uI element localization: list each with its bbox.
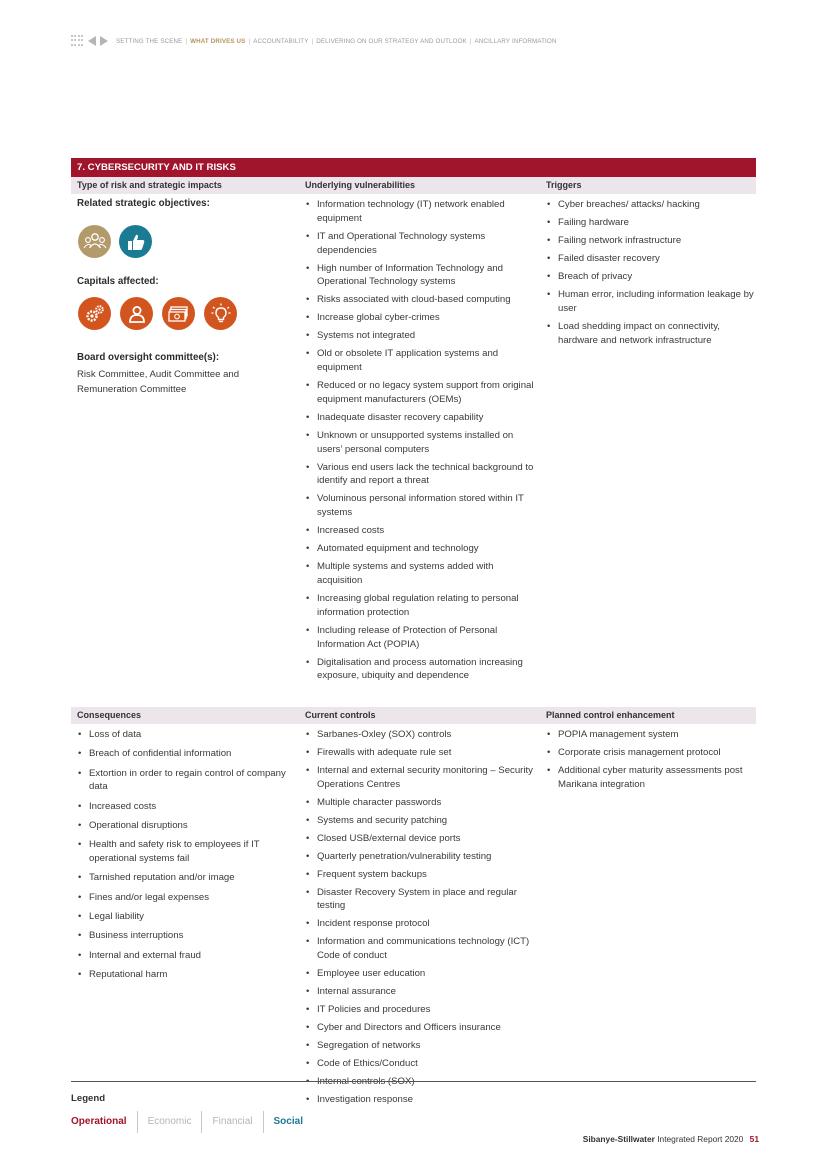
vulnerability-item: • Old or obsolete IT application systems and equipment [305,347,540,375]
nav-delivering-on-strategy[interactable]: DELIVERING ON OUR STRATEGY AND OUTLOOK [316,37,467,45]
nav-separator: | [469,37,472,45]
footer-company: Sibanye-Stillwater [582,1134,655,1144]
vulnerability-item: • IT and Operational Technology systems dependencies [305,230,540,258]
nav-separator: | [185,37,188,45]
legend-operational: Operational [71,1116,127,1127]
legend-title: Legend [71,1093,106,1104]
enhancements-column [540,728,756,1111]
consequence-item: • Health and safety risk to employees if IT operational systems fail [77,838,299,866]
board-oversight-text: Risk Committee, Audit Committee and Remuneration Committee [77,369,240,395]
vulnerability-item: • Automated equipment and technology [305,542,540,556]
nav-ancillary-information[interactable]: ANCILLARY INFORMATION [474,37,557,45]
page-footer [583,1134,759,1144]
control-item: • Multiple character passwords [305,796,540,810]
risk-body-row-bottom [71,724,756,1111]
vulnerabilities-list [305,198,540,683]
consequence-item: • Reputational harm [77,968,299,982]
control-item: • Investigation response [305,1093,540,1107]
header-planned-enhancement: Planned control enhancement [546,710,675,720]
vulnerability-item: • Unknown or unsupported systems installed on users’ personal computers [305,429,540,457]
controls-column [299,728,540,1111]
lightbulb-icon [204,297,237,330]
vulnerability-item: • Systems not integrated [305,329,540,343]
consequences-column [71,728,299,1111]
vulnerability-item: • Including release of Protection of Personal Information Act (POPIA) [305,624,540,652]
enhancement-item: • POPIA management system [546,728,756,742]
vulnerability-item: • High number of Information Technology and Operational Technology systems [305,262,540,290]
enhancement-item: • Additional cyber maturity assessments post Marikana integration [546,764,756,792]
vulnerability-item: • Digitalisation and process automation increasing exposure, ubiquity and dependence [305,656,540,684]
grid-menu-icon[interactable] [71,35,83,47]
consequence-item: • Loss of data [77,728,299,742]
trigger-item: • Failing network infrastructure [546,234,756,248]
consequence-item: • Fines and/or legal expenses [77,891,299,905]
header-underlying-vulnerabilities: Underlying vulnerabilities [305,180,416,190]
consequence-item: • Operational disruptions [77,819,299,833]
control-item: • Internal and external security monitoring – Security Operations Centres [305,764,540,792]
trigger-item: • Cyber breaches/ attacks/ hacking [546,198,756,212]
consequence-item: • Increased costs [77,800,299,814]
nav-separator: | [248,37,251,45]
page-number: 51 [749,1134,759,1144]
risk-title: 7. CYBERSECURITY AND IT RISKS [71,158,756,177]
vulnerability-item: • Reduced or no legacy system support from original equipment manufacturers (OEMs) [305,379,540,407]
header-current-controls: Current controls [305,710,376,720]
legend-social: Social [273,1116,303,1127]
enhancement-item: • Corporate crisis management protocol [546,746,756,760]
consequence-item: • Legal liability [77,910,299,924]
nav-accountability[interactable]: ACCOUNTABILITY [253,37,309,45]
header-triggers: Triggers [546,180,582,190]
consequence-item: • Business interruptions [77,929,299,943]
controls-list [305,728,540,1107]
control-item: • IT Policies and procedures [305,1003,540,1017]
control-item: • Information and communications technology (ICT) Code of conduct [305,935,540,963]
objective-icons [77,225,299,258]
trigger-item: • Load shedding impact on connectivity, hardware and network infrastructure [546,320,756,348]
consequence-item: • Internal and external fraud [77,949,299,963]
nav-separator: | [311,37,314,45]
trigger-item: • Failing hardware [546,216,756,230]
capital-icons [77,297,299,330]
header-type-of-risk: Type of risk and strategic impacts [77,180,222,190]
vulnerabilities-column [299,198,540,707]
vulnerability-item: • Inadequate disaster recovery capability [305,411,540,425]
control-item: • Cyber and Directors and Officers insurance [305,1021,540,1035]
capitals-affected-label: Capitals affected: [77,276,159,287]
consequences-list [77,728,299,982]
control-item: • Closed USB/external device ports [305,832,540,846]
legend [71,1111,313,1133]
control-item: • Employee user education [305,967,540,981]
risk-table [71,158,756,1111]
vulnerability-item: • Voluminous personal information stored within IT systems [305,492,540,520]
header-consequences: Consequences [77,710,142,720]
legend-economic: Economic [147,1116,192,1127]
control-item: • Internal assurance [305,985,540,999]
consequence-item: • Tarnished reputation and/or image [77,871,299,885]
trigger-item: • Human error, including information leakage by user [546,288,756,316]
risk-impacts-column [71,198,299,707]
people-group-icon [78,225,111,258]
enhancements-list [546,728,756,792]
nav-what-drives-us[interactable]: WHAT DRIVES US [190,37,246,45]
trigger-item: • Breach of privacy [546,270,756,284]
table-bottom-rule [71,1081,756,1082]
nav-setting-the-scene[interactable]: SETTING THE SCENE [116,37,183,45]
vulnerability-item: • Information technology (IT) network enabled equipment [305,198,540,226]
legend-financial: Financial [212,1116,253,1127]
top-navigation [71,33,559,49]
person-icon [120,297,153,330]
control-item [305,1075,540,1089]
control-item: • Sarbanes-Oxley (SOX) controls [305,728,540,742]
header-row-top [71,177,756,194]
related-objectives-label: Related strategic objectives: [77,198,210,209]
consequence-item: • Extortion in order to regain control of company data [77,767,299,795]
vulnerability-item: • Increasing global regulation relating to personal information protection [305,592,540,620]
risk-body-row-top [71,194,756,707]
banknotes-icon [162,297,195,330]
control-item: • Incident response protocol [305,917,540,931]
control-item: • Segregation of networks [305,1039,540,1053]
vulnerability-item: • Increase global cyber-crimes [305,311,540,325]
board-oversight-label: Board oversight committee(s): [77,352,220,363]
vulnerability-item: • Risks associated with cloud-based computing [305,293,540,307]
control-item: • Firewalls with adequate rule set [305,746,540,760]
trigger-item: • Failed disaster recovery [546,252,756,266]
consequence-item: • Breach of confidential information [77,747,299,761]
vulnerability-item: • Various end users lack the technical background to identify and report a threat [305,461,540,489]
control-item: • Frequent system backups [305,868,540,882]
header-row-bottom [71,707,756,724]
control-item: • Systems and security patching [305,814,540,828]
thumbs-up-icon [119,225,152,258]
vulnerability-item: • Increased costs [305,524,540,538]
footer-report: Integrated Report 2020 [657,1134,744,1144]
previous-arrow-icon[interactable] [88,36,96,46]
control-item: • Code of Ethics/Conduct [305,1057,540,1071]
triggers-list [546,198,756,347]
vulnerability-item: • Multiple systems and systems added with acquisition [305,560,540,588]
triggers-column [540,198,756,707]
gears-icon [78,297,111,330]
next-arrow-icon[interactable] [100,36,108,46]
control-item: • Quarterly penetration/vulnerability testing [305,850,540,864]
control-item: • Disaster Recovery System in place and regular testing [305,886,540,914]
